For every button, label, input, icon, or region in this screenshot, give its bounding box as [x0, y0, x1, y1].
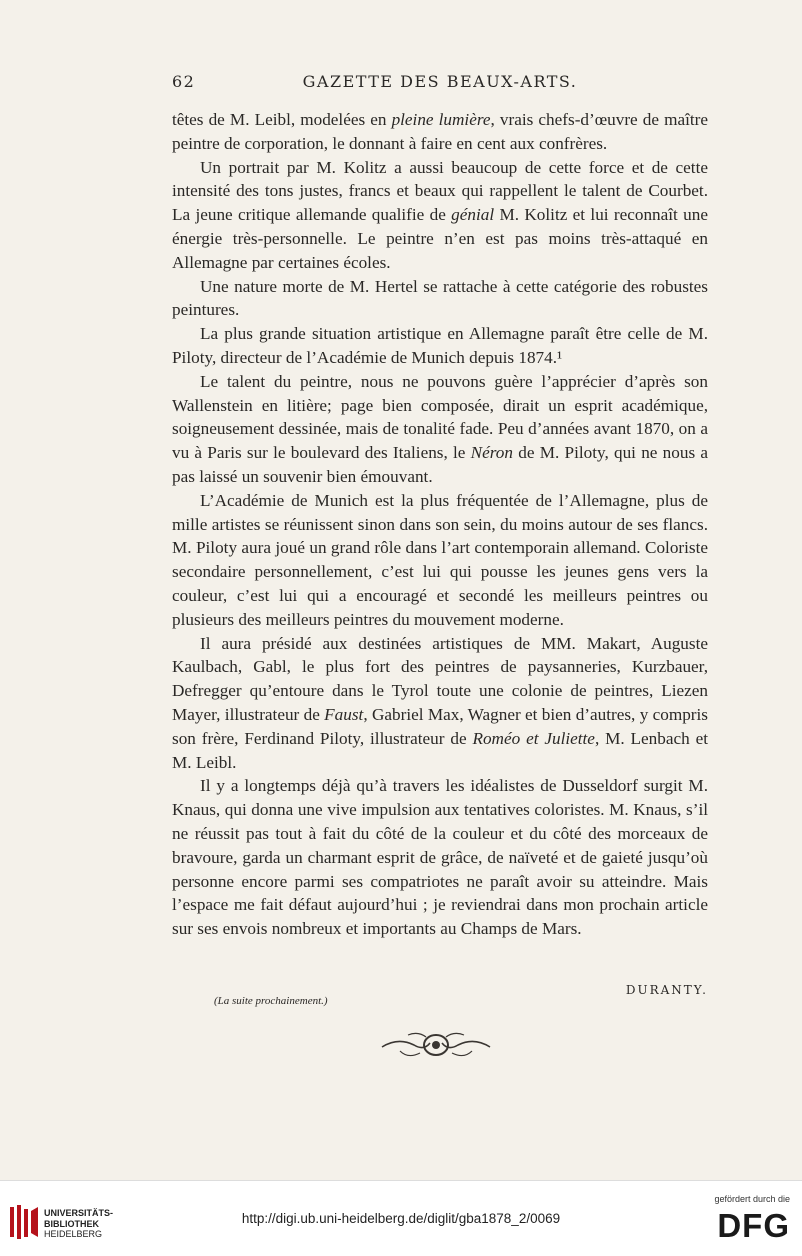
article-paragraph: Un portrait par M. Kolitz a aussi beaucoup de cette force et de cette intensité des tons justes, francs et beaux qui rappellent le talent de Courbet. La jeune critique allemande qualifie de génial M. Kolitz et lui reconnaît une énergie très-personnelle. Le peintre n’en est pas moins très-attaqué en Allemagne par certaines écoles.	[172, 157, 708, 272]
continuation-note: (La suite prochainement.)	[214, 995, 328, 1007]
article-paragraph: La plus grande situation artistique en Allemagne paraît être celle de M. Piloty, directeur de l’Académie de Munich depuis 1874.¹	[172, 324, 708, 367]
italic-title: pleine lumière	[391, 110, 491, 129]
tailpiece-ornament-icon	[378, 1025, 494, 1065]
article-paragraph: Il aura présidé aux destinées artistiques de MM. Makart, Auguste Kaulbach, Gabl, le plus fort des peintres de paysanneries, Kurzbauer, Defregger qu’entoure dans le Tyrol toute une colonie de peintres, Liezen Mayer, illustrateur de Faust, Gabriel Max, Wagner et bien d’autres, y compris son frère, Ferdinand Piloty, illustrateur de Roméo et Juliette, M. Lenbach et M. Leibl.	[172, 633, 709, 772]
italic-title: Néron	[470, 443, 513, 463]
permalink-url[interactable]: http://digi.ub.uni-heidelberg.de/diglit/gba1878_2/0069	[241, 1211, 561, 1226]
article-paragraph: têtes de M. Leibl, modelées en pleine lumière, vrais chefs-d’œuvre de maître peintre de corporation, le donnant à faire en cent aux confrères.	[172, 110, 708, 153]
digitization-footer	[0, 1180, 802, 1256]
article-paragraph: Le talent du peintre, nous ne pouvons guère l’apprécier d’après son Wallenstein en litière; page bien composée, dirait un esprit académique, soigneusement dessinée, mais de tonalité fade. Peu d’années avant 1870, on a vu à Paris sur le boulevard des Italiens, le Néron de M. Piloty, qui ne nous a pas laissé un souvenir bien émouvant.	[172, 371, 708, 486]
author-signature: DURANTY.	[625, 983, 708, 997]
running-header	[172, 72, 708, 96]
journal-title: GAZETTE DES BEAUX-ARTS.	[302, 72, 578, 91]
italic-title: Faust	[324, 704, 364, 724]
italic-title: génial	[451, 205, 495, 225]
italic-title: Roméo et Juliette	[472, 728, 595, 748]
article-paragraph: Il y a longtemps déjà qu’à travers les idéalistes de Dusseldorf surgit M. Knaus, qui donna une vive impulsion aux tentatives coloristes. M. Knaus, s’il ne réussit pas tout à fait du côté de la couleur et du côté des morceaux de bravoure, garda un charmant esprit de grâce, de naïveté et de gaieté jusqu’où personne encore parmi ses compatriotes ne paraît avoir su atteindre. Mais l’espace me fait défaut aujourd’hui ; je reviendrai dans mon prochain article sur ses envois nombreux et importants au Champs de Mars.	[172, 776, 708, 939]
library-name-line: HEIDELBERG	[44, 1229, 103, 1239]
library-name-line: UNIVERSITÄTS-	[44, 1208, 114, 1218]
article-paragraph: Une nature morte de M. Hertel se rattache à cette catégorie des robustes peintures.	[172, 276, 708, 320]
page-number: 62	[172, 72, 196, 91]
article-paragraph: L’Académie de Munich est la plus fréquentée de l’Allemagne, plus de mille artistes se réunissent sinon dans son sein, du moins autour de ses flancs. M. Piloty aura joué un grand rôle dans l’art contemporain allemand. Coloriste secondaire personnellement, c’est lui qui pousse les jeunes gens vers la couleur, c’est lui qui a encouragé et secondé les meilleurs peintres ou plusieurs des meilleurs peintres du mouvement moderne.	[172, 490, 708, 629]
dfg-logo[interactable]: DFG	[717, 1207, 790, 1244]
library-name-line: BIBLIOTHEK	[44, 1218, 99, 1229]
article-body	[172, 108, 708, 941]
funding-caption: gefördert durch die	[714, 1194, 790, 1204]
